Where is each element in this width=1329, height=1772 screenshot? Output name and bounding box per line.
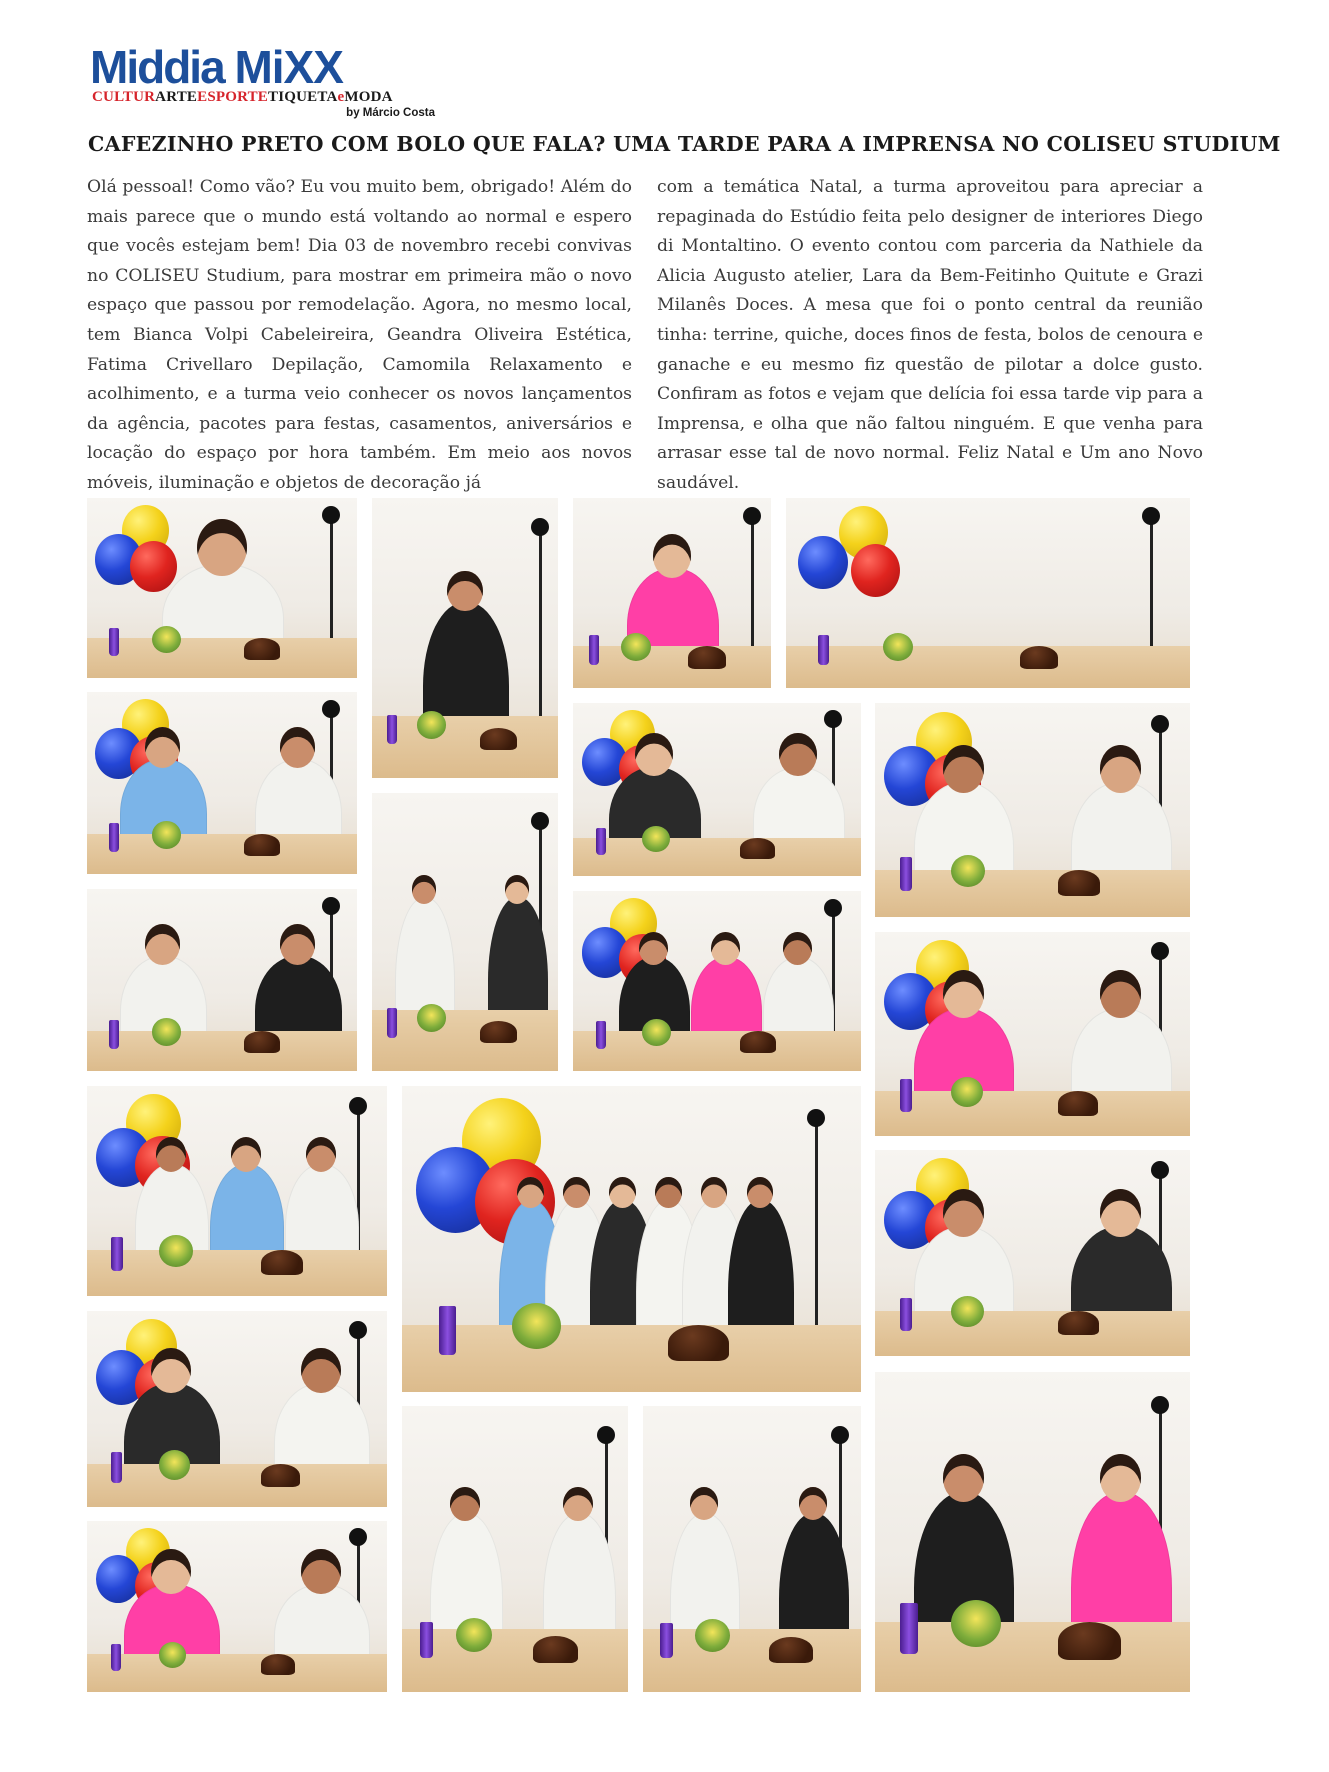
event-photo	[372, 793, 558, 1071]
cup-stack	[111, 1452, 122, 1483]
guest-head	[1100, 970, 1141, 1018]
tagline-part: MODA	[344, 89, 393, 105]
guest-head	[412, 875, 436, 903]
cup-stack	[439, 1306, 456, 1355]
cup-stack	[660, 1623, 672, 1658]
guest-head	[1100, 1454, 1141, 1502]
cup-stack	[387, 715, 397, 745]
flower-pot	[159, 1235, 193, 1267]
tagline-part: CULTUR	[92, 89, 156, 105]
buffet-table	[87, 834, 357, 874]
event-photo	[786, 498, 1190, 688]
cup-stack	[111, 1644, 121, 1671]
masthead-logo	[90, 42, 435, 124]
flower-pot	[951, 855, 985, 887]
guest-head	[943, 1189, 984, 1237]
buffet-table	[786, 646, 1190, 688]
event-photo	[875, 703, 1190, 917]
event-photo	[875, 1372, 1190, 1692]
buffet-table	[573, 838, 861, 876]
buffet-table	[573, 646, 771, 688]
event-photo	[573, 703, 861, 876]
event-photo	[573, 498, 771, 688]
guest-head	[639, 932, 668, 965]
cake-shape	[261, 1464, 300, 1488]
guest-head	[151, 1348, 190, 1393]
cup-stack	[111, 1237, 123, 1271]
buffet-table	[875, 1311, 1190, 1356]
flower-pot	[512, 1303, 561, 1349]
guest-head	[450, 1487, 480, 1521]
buffet-table	[87, 1464, 387, 1507]
cup-stack	[900, 857, 912, 891]
cake-shape	[1058, 1311, 1099, 1336]
guest-head	[943, 1454, 984, 1502]
buffet-table	[372, 1010, 558, 1071]
logo-middia: Middia	[90, 41, 224, 93]
guest-head	[563, 1487, 593, 1521]
buffet-table	[87, 1031, 357, 1071]
guest-head	[447, 571, 483, 612]
buffet-table	[87, 1250, 387, 1296]
guest-head	[151, 1549, 190, 1594]
event-photo	[875, 932, 1190, 1136]
guest-head	[943, 745, 984, 793]
cake-shape	[480, 728, 517, 750]
cake-shape	[740, 838, 775, 859]
cake-shape	[533, 1636, 578, 1663]
guest-head	[505, 875, 529, 903]
buffet-table	[372, 716, 558, 778]
flower-pot	[695, 1619, 730, 1652]
cup-stack	[596, 1021, 606, 1050]
cake-shape	[740, 1031, 776, 1053]
event-photo	[643, 1406, 861, 1692]
cup-stack	[596, 828, 606, 856]
guest-head	[156, 1137, 186, 1172]
event-photo	[402, 1086, 861, 1392]
guest-head	[655, 1177, 682, 1208]
buffet-table	[87, 638, 357, 678]
flower-pot	[951, 1296, 984, 1327]
cake-shape	[1058, 870, 1101, 896]
cake-shape	[688, 646, 726, 669]
buffet-table	[402, 1629, 628, 1692]
cup-stack	[420, 1622, 433, 1658]
buffet-table	[875, 870, 1190, 917]
buffet-table	[87, 1654, 387, 1692]
event-photo	[87, 692, 357, 874]
event-photo	[875, 1150, 1190, 1356]
event-photo	[402, 1406, 628, 1692]
article-headline: CAFEZINHO PRETO COM BOLO QUE FALA? UMA TARDE PARA A IMPRENSA NO COLISEU STUDIUM	[88, 132, 1281, 156]
cake-shape	[244, 638, 280, 660]
flower-pot	[951, 1600, 1001, 1647]
guest-head	[517, 1177, 544, 1208]
cup-stack	[818, 635, 829, 665]
cup-stack	[900, 1298, 912, 1331]
guest-head	[197, 519, 247, 577]
cake-shape	[1058, 1091, 1099, 1115]
cake-shape	[261, 1250, 303, 1275]
cake-shape	[244, 834, 280, 856]
guest-head	[653, 534, 691, 577]
tagline-part: e	[337, 89, 345, 105]
guest-head	[779, 733, 817, 776]
event-photo	[87, 1311, 387, 1507]
balloon-shape	[851, 544, 900, 597]
guest-head	[301, 1348, 340, 1393]
guest-head	[609, 1177, 636, 1208]
flower-pot	[642, 826, 670, 852]
event-photo	[573, 891, 861, 1071]
flower-pot	[152, 626, 181, 653]
guest-head	[563, 1177, 590, 1208]
event-photo	[87, 1086, 387, 1296]
buffet-table	[402, 1325, 861, 1392]
guest-head	[306, 1137, 336, 1172]
column-left-text: Olá pessoal! Como vão? Eu vou muito bem, obrigado! Além do mais parece que o mundo está voltando ao normal e espero que vocês estejam bem! Dia 03 de novembro recebi convivas no COLISEU Studium, para mostrar em primeira mão o novo espaço que passou por remodelação. Agora, no mesmo local, tem Bianca Volpi Cabeleireira, Geandra Oliveira Estética, Fatima Crivellaro Depilação, Camomila Relaxamento e acolhimento, e a turma veio conhecer os novos lançamentos da agência, pacotes para festas, casamentos, aniversários e locação do espaço por hora também. Em meio aos novos móveis, iluminação e objetos de decoração já	[87, 177, 632, 493]
cake-shape	[769, 1637, 813, 1663]
logo-wordmark	[90, 42, 343, 92]
guest-head	[701, 1177, 728, 1208]
guest-head	[747, 1177, 774, 1208]
cake-shape	[1058, 1622, 1121, 1660]
flower-pot	[417, 711, 447, 739]
guest-head	[783, 932, 812, 965]
flower-pot	[621, 633, 651, 662]
cup-stack	[900, 1603, 918, 1653]
flower-pot	[152, 1018, 181, 1045]
byline: by Márcio Costa	[346, 107, 435, 119]
flower-pot	[159, 1450, 190, 1479]
cup-stack	[589, 635, 600, 665]
guest-head	[231, 1137, 261, 1172]
guest-head	[1100, 745, 1141, 793]
cup-stack	[109, 628, 119, 657]
article-column-left	[87, 173, 632, 499]
guest-head	[943, 970, 984, 1018]
tagline-part: ARTE	[155, 89, 198, 105]
event-photo	[87, 1521, 387, 1692]
tagline-part: ESPORTE	[197, 89, 269, 105]
cup-stack	[109, 823, 119, 852]
event-photo	[87, 889, 357, 1071]
logo-mixx: MiXX	[234, 41, 343, 93]
cake-shape	[668, 1325, 729, 1362]
flower-pot	[152, 821, 181, 848]
cake-shape	[480, 1021, 517, 1043]
guest-head	[635, 733, 673, 776]
buffet-table	[875, 1091, 1190, 1136]
tagline-part: TIQUETA	[268, 89, 338, 105]
flower-pot	[642, 1019, 671, 1046]
cake-shape	[1020, 646, 1058, 669]
logo-tagline	[92, 89, 393, 106]
buffet-table	[573, 1031, 861, 1071]
cake-shape	[261, 1654, 295, 1675]
guest-head	[1100, 1189, 1141, 1237]
balloon-shape	[130, 541, 177, 592]
event-photo	[87, 498, 357, 678]
column-right-text: com a temática Natal, a turma aproveitou para apreciar a repaginada do Estúdio feita pelo designer de interiores Diego di Montaltino. O evento contou com parceria da Nathiele da Alicia Augusto atelier, Lara da Bem-Feitinho Quitute e Grazi Milanês Doces. A mesa que foi o ponto central da reunião tinha: terrine, quiche, doces finos de festa, bolos de cenoura e ganache e eu mesmo fiz questão de pilotar a dolce gusto. Confiram as fotos e vejam que delícia foi essa tarde vip para a Imprensa, e olha que não faltou ninguém. E que venha para arrasar esse tal de novo normal. Feliz Natal e Um ano Novo saudável.	[657, 177, 1203, 493]
cup-stack	[109, 1020, 119, 1049]
guest-head	[711, 932, 740, 965]
article-column-right	[657, 173, 1203, 499]
buffet-table	[875, 1622, 1190, 1692]
cup-stack	[387, 1008, 397, 1038]
cup-stack	[900, 1079, 911, 1112]
buffet-table	[643, 1629, 861, 1692]
cake-shape	[244, 1031, 280, 1053]
event-photo	[372, 498, 558, 778]
balloon-shape	[798, 536, 847, 589]
guest-head	[301, 1549, 340, 1594]
